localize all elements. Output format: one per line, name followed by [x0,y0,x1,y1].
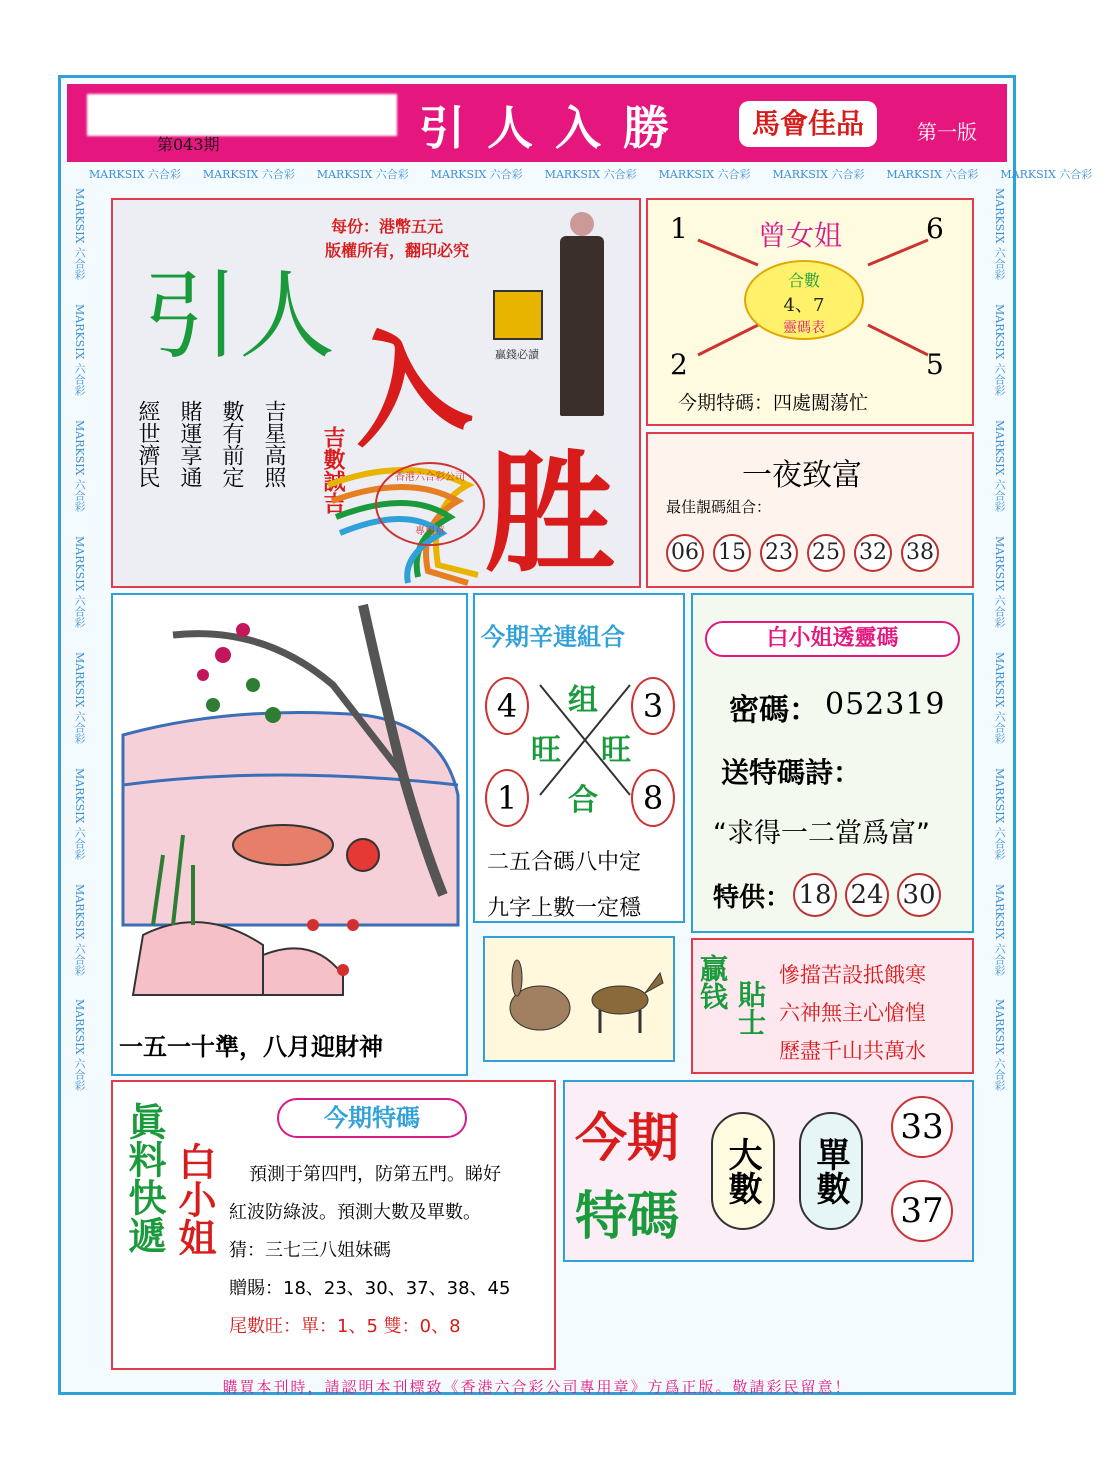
watermark-column-left [69,188,89,1378]
verse-column: 經世濟民 [135,400,160,488]
combo-number: 8 [631,769,675,827]
fortune-subtitle: 最佳靚碼組合： [666,498,772,516]
watermark-column-right [989,188,1009,1378]
animals-panel [483,936,675,1062]
watermark-text: MARKSIX 六合彩 [73,303,86,396]
big-title-ru: 入 [335,305,478,466]
watermark-text: MARKSIX 六合彩 [993,767,1006,860]
verse-columns [133,400,287,488]
center-sub: 靈碼表 [783,320,825,336]
stamp-text: 香港六合彩公司 [395,472,465,483]
cross-char: 旺 [601,733,631,768]
number-ball: 32 [854,534,892,572]
fortune-numbers [666,534,948,572]
corner-number: 2 [670,348,688,381]
watermark-text: MARKSIX 六合彩 [430,168,523,181]
number-ball: 33 [891,1096,953,1158]
news-lines [229,1156,510,1346]
poem-text: “求得一二當爲富” [713,818,930,849]
watermark-text: MARKSIX 六合彩 [73,535,86,628]
bai-panel [691,593,974,933]
corner-number: 5 [926,348,944,381]
tips-label-win: 贏钱 [696,954,729,1010]
watermark-text: MARKSIX 六合彩 [993,883,1006,976]
watermark-text: MARKSIX 六合彩 [1000,168,1093,181]
number-ball: 38 [901,534,939,572]
special-label: 特供： [713,883,792,913]
secret-value: 052319 [825,687,946,722]
center-oval [744,260,864,340]
tips-label-tip: 貼士 [734,980,767,1036]
news-line: 尾數旺：單：1、5 雙：0、8 [229,1316,461,1337]
news-line: 贈賜：18、23、30、37、38、45 [229,1278,511,1299]
watermark-text: MARKSIX 六合彩 [73,651,86,744]
news-line: 猜：三七三八姐妹碼 [229,1240,391,1261]
verse-column: 數有前定 [219,400,244,488]
tips-line: 慘擋苦設抵餓寒 [779,963,926,987]
zeng-caption: 今期特碼：四處闖蕩忙 [678,392,869,414]
combo-number: 1 [485,769,529,827]
seal-icon [493,290,543,340]
big-title-yinren: 引人 [143,260,335,372]
cover-panel [111,198,641,588]
watermark-text: MARKSIX 六合彩 [73,767,86,860]
zeng-title: 曾女姐 [758,219,843,252]
watermark-text: MARKSIX 六合彩 [993,651,1006,744]
painting-illustration [113,595,466,1015]
cross-char: 旺 [531,733,561,768]
cross-char: 合 [568,783,598,818]
edition-label: 第一版 [917,120,977,144]
number-ball: 18 [793,873,837,917]
watermark-text: MARKSIX 六合彩 [73,419,86,512]
verse-column: 賭運享通 [177,400,202,488]
watermark-text: MARKSIX 六合彩 [886,168,979,181]
watermark-text: MARKSIX 六合彩 [202,168,295,181]
special-numbers [793,873,941,917]
corner-number: 1 [670,212,688,245]
xin-line: 二五合碼八中定 [487,850,642,875]
combo-number: 3 [631,677,675,735]
fortune-panel [646,432,974,588]
watermark-text: MARKSIX 六合彩 [772,168,865,181]
center-label: 合數 [787,271,820,290]
number-ball: 25 [807,534,845,572]
combo-number: 4 [485,677,529,735]
stamp-sub: 專用章 [415,526,445,537]
copyright-line: 版權所有，翻印必究 [325,241,470,260]
watermark-text: MARKSIX 六合彩 [993,535,1006,628]
news-badge: 今期特碼 [277,1098,467,1138]
watermark-text: MARKSIX 六合彩 [993,999,1006,1092]
number-ball: 15 [713,534,751,572]
watermark-text: MARKSIX 六合彩 [89,168,181,181]
watermark-row [89,166,1093,188]
tips-panel [691,938,974,1074]
watermark-text: MARKSIX 六合彩 [658,168,751,181]
oval-odd: 單數 [799,1112,863,1230]
watermark-text: MARKSIX 六合彩 [993,419,1006,512]
rabbit-horse-icon [485,938,673,1060]
tips-lines [779,956,926,1070]
number-ball: 23 [760,534,798,572]
bai-title: 白小姐透靈碼 [705,621,960,657]
special-title-2: 特碼 [575,1187,680,1247]
watermark-text: MARKSIX 六合彩 [73,188,86,280]
man-figure [555,212,609,417]
tips-line: 六神無主心愴惶 [779,1001,926,1025]
header-bar [67,84,1007,162]
verse-column: 吉星高照 [261,400,286,488]
cross-char: 组 [568,683,598,718]
company-stamp [375,462,485,546]
page-frame [58,75,1093,1396]
news-side-title: 眞料快遞 [122,1102,166,1254]
issue-number: 第043期 [157,135,220,154]
news-panel [111,1080,556,1370]
fortune-title: 一夜致富 [742,458,862,493]
footer-notice: 購買本刊時，請認明本刊標致《香港六合彩公司專用章》方爲正版。敬請彩民留意！ [222,1378,852,1396]
corner-number: 6 [926,212,944,245]
side-phrase: 吉數誠吉 [320,426,346,514]
blurred-region [87,94,397,136]
news-line: 預測于第四門，防第五門。睇好 [249,1164,501,1185]
number-ball: 06 [666,534,704,572]
number-ball: 37 [891,1180,953,1242]
watermark-text: MARKSIX 六合彩 [73,883,86,976]
poem-label: 送特碼詩： [721,756,862,789]
watermark-text: MARKSIX 六合彩 [316,168,409,181]
secret-label: 密碼： [729,693,819,728]
xin-title: 今期辛連組合 [481,623,625,651]
number-ball: 30 [897,873,941,917]
news-side-name: 白小姐 [172,1142,216,1256]
watermark-text: MARKSIX 六合彩 [993,188,1006,280]
watermark-text: MARKSIX 六合彩 [993,303,1006,396]
zeng-panel [646,198,974,426]
xin-line: 九字上數一定穩 [487,896,642,921]
price-line: 每份：港幣五元 [331,217,444,236]
xin-panel [473,593,685,923]
painting-panel [111,593,468,1076]
painting-caption: 一五一十準，八月迎財神 [119,1032,383,1061]
watermark-text: MARKSIX 六合彩 [544,168,637,181]
number-ball: 24 [845,873,889,917]
big-title-sheng: 胜 [485,437,616,590]
oval-big: 大數 [711,1112,775,1230]
header-title: 引人入勝 [419,101,691,155]
special-title-1: 今期 [575,1109,680,1169]
tips-line: 歷盡千山共萬水 [779,1039,926,1063]
brand-badge: 馬會佳品 [739,101,877,147]
center-value: 4、7 [783,295,825,316]
news-line: 紅波防綠波。預測大數及單數。 [229,1202,481,1223]
seal-caption: 贏錢必讀 [495,348,539,361]
special-panel [563,1080,974,1262]
watermark-text: MARKSIX 六合彩 [73,999,86,1092]
